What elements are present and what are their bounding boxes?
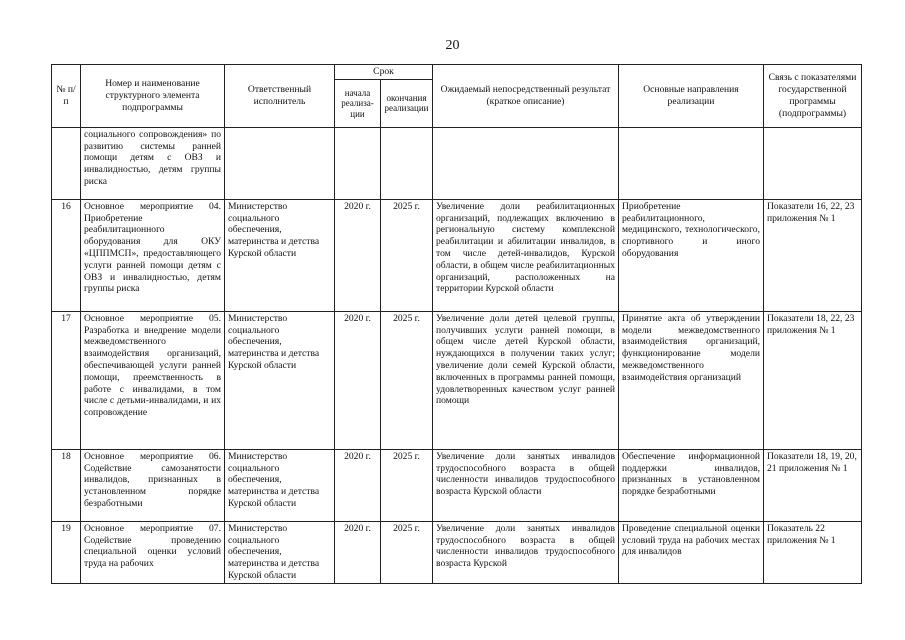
row-responsible: Министерство социального обеспечения, материнства и детства Курской области xyxy=(225,199,335,311)
row-start: 2020 г. xyxy=(335,199,381,311)
row-result: Увеличение доли занятых инвалидов трудоспособного возраста в общей численности инвалидов трудоспособного возраста Курской xyxy=(433,521,619,583)
program-table xyxy=(51,64,862,584)
table-row xyxy=(52,449,862,521)
table-row xyxy=(52,199,862,311)
row-link: Показатели 16, 22, 23 приложения № 1 xyxy=(764,199,862,311)
header-result: Ожидаемый непосредственный результат (краткое описание) xyxy=(433,65,619,128)
header-name: Номер и наименование структурного элемента подпрограммы xyxy=(81,65,225,128)
row-end: 2025 г. xyxy=(381,521,433,583)
row-directions: Проведение специальной оценки условий труда на рабочих местах для инвалидов xyxy=(619,521,764,583)
table-row xyxy=(52,311,862,449)
row-end xyxy=(381,127,433,199)
row-name: Основное мероприятие 06. Содействие самозанятости инвалидов, признанных в установленном порядке безработными xyxy=(81,449,225,521)
row-name: Основное мероприятие 07. Содействие проведению специальной оценки условий труда на рабочих xyxy=(81,521,225,583)
row-result: Увеличение доли детей целевой группы, получивших услуги ранней помощи, в общем числе детей Курской области, нуждающихся в получении таких услуг; увеличение доли семей Курской области, включенных в программы ранней помощи, удовлетворенных качеством услуг ранней помощи xyxy=(433,311,619,449)
row-responsible xyxy=(225,127,335,199)
header-directions: Основные направления реализации xyxy=(619,65,764,128)
row-directions xyxy=(619,127,764,199)
header-start: начала реализа-ции xyxy=(335,79,381,127)
row-num: 17 xyxy=(52,311,81,449)
row-responsible: Министерство социального обеспечения, материнства и детства Курской области xyxy=(225,521,335,583)
row-end: 2025 г. xyxy=(381,199,433,311)
row-name: Основное мероприятие 04. Приобретение реабилитационного оборудования для ОКУ «ЦППМСП», предоставляющего услуги ранней помощи детям с ОВЗ и инвалидностью, детям группы риска xyxy=(81,199,225,311)
row-num: 18 xyxy=(52,449,81,521)
row-directions: Приобретение реабилитационного, медицинского, технологического, спортивного и иного оборудования xyxy=(619,199,764,311)
row-start xyxy=(335,127,381,199)
row-num: 19 xyxy=(52,521,81,583)
row-link xyxy=(764,127,862,199)
header-term: Срок xyxy=(335,65,433,80)
row-end: 2025 г. xyxy=(381,311,433,449)
table-row xyxy=(52,127,862,199)
row-link: Показатели 18, 22, 23 приложения № 1 xyxy=(764,311,862,449)
row-responsible: Министерство социального обеспечения, материнства и детства Курской области xyxy=(225,449,335,521)
row-responsible: Министерство социального обеспечения, материнства и детства Курской области xyxy=(225,311,335,449)
header-link: Связь с показателями государственной программы (подпрограммы) xyxy=(764,65,862,128)
row-name: социального сопровождения» по развитию системы ранней помощи детям с ОВЗ и инвалидностью, детям группы риска xyxy=(81,127,225,199)
header-num: № п/п xyxy=(52,65,81,128)
row-directions: Принятие акта об утверждении модели межведомственного взаимодействия организаций, функционирование модели межведомственного взаимодействия организаций xyxy=(619,311,764,449)
row-name: Основное мероприятие 05. Разработка и внедрение модели межведомственного взаимодействия организаций, обеспечивающей услуги ранней помощи, преемственность в работе с инвалидами, в том числе с детьми-инвалидами, и их сопровождение xyxy=(81,311,225,449)
row-num xyxy=(52,127,81,199)
row-link: Показатели 18, 19, 20, 21 приложения № 1 xyxy=(764,449,862,521)
row-start: 2020 г. xyxy=(335,311,381,449)
row-end: 2025 г. xyxy=(381,449,433,521)
row-result: Увеличение доли занятых инвалидов трудоспособного возраста в общей численности инвалидов трудоспособного возраста Курской области xyxy=(433,449,619,521)
table-row xyxy=(52,521,862,583)
row-result: Увеличение доли реабилитационных организаций, подлежащих включению в региональную систему комплексной реабилитации и абилитации инвалидов, в том числе детей-инвалидов, Курской области, в общем числе реабилитационных организаций, расположенных на территории Курской области xyxy=(433,199,619,311)
row-link: Показатель 22 приложения № 1 xyxy=(764,521,862,583)
header-responsible: Ответственный исполнитель xyxy=(225,65,335,128)
row-num: 16 xyxy=(52,199,81,311)
page-number: 20 xyxy=(445,38,460,53)
header-end: окончания реализации xyxy=(381,79,433,127)
row-start: 2020 г. xyxy=(335,449,381,521)
row-start: 2020 г. xyxy=(335,521,381,583)
row-result xyxy=(433,127,619,199)
row-directions: Обеспечение информационной поддержки инвалидов, признанных в установленном порядке безработными xyxy=(619,449,764,521)
